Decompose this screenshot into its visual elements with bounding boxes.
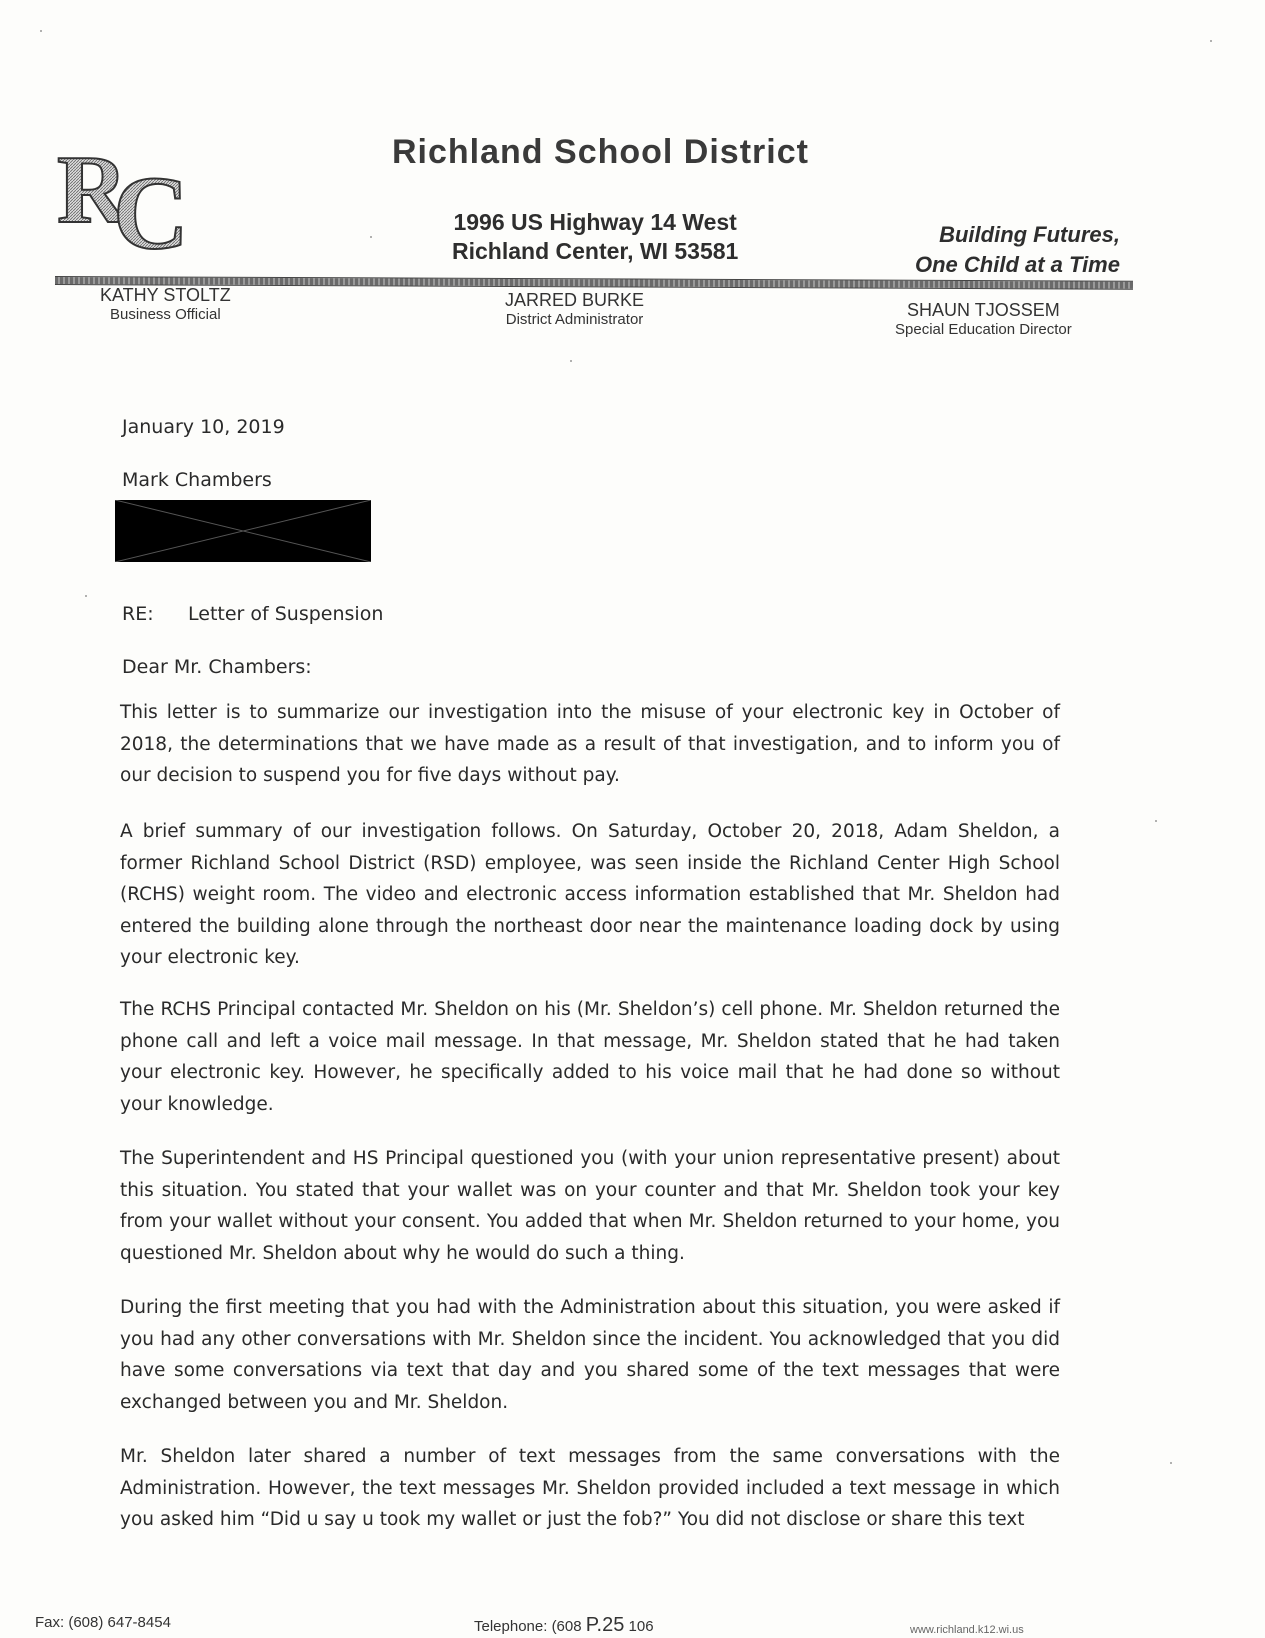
body-paragraph-5: During the first meeting that you had with the Administration about this situation, you were asked if you had any other conversations with Mr. Sheldon since the incident. You acknowledged that you did have some conversations via text that day and you shared some of the text messages that were exchanged between you and Mr. Sheldon.	[120, 1297, 1060, 1413]
district-name: Richland School District	[392, 133, 809, 171]
salutation: Dear Mr. Chambers:	[122, 656, 312, 678]
scan-speck	[1155, 820, 1157, 822]
body-paragraph-4: The Superintendent and HS Principal questioned you (with your union representative present) about this situation. You stated that your wallet was on your counter and that Mr. Sheldon took your key from your wallet without your consent. You added that when Mr. Sheldon returned to your home, you questioned Mr. Sheldon about why he would do such a thing.	[120, 1148, 1060, 1264]
staff-business-official	[100, 285, 231, 323]
svg-text:C: C	[113, 154, 189, 255]
footer-telephone-text: Telephone: (608	[474, 1618, 582, 1635]
scan-speck	[1210, 40, 1212, 42]
motto-line-2: One Child at a Time	[915, 252, 1120, 277]
redaction-cross-icon	[115, 500, 371, 562]
scan-speck	[40, 30, 42, 32]
staff-district-administrator	[505, 290, 644, 328]
district-logo	[55, 130, 200, 255]
body-paragraph-6: Mr. Sheldon later shared a number of text messages from the same conversations with the Administration. However, the text messages Mr. Sheldon provided included a text message in which you asked him “Did u say u took my wallet or just the fob?” You did not disclose or share this text	[120, 1446, 1060, 1530]
staff-title: District Administrator	[505, 311, 644, 328]
scan-speck	[570, 360, 572, 362]
staff-title: Special Education Director	[895, 321, 1072, 338]
footer-page-suffix: 106	[628, 1618, 654, 1635]
staff-name: KATHY STOLTZ	[100, 285, 231, 305]
letter-date: January 10, 2019	[122, 416, 285, 438]
district-motto	[915, 220, 1120, 280]
body-paragraph-3: The RCHS Principal contacted Mr. Sheldon on his (Mr. Sheldon’s) cell phone. Mr. Sheldon returned the phone call and left a voice mail message. In that message, Mr. Sheldon stated that he had taken your electronic key. However, he specifically added to his voice mail that he had done so without your knowledge.	[120, 999, 1060, 1115]
district-address	[452, 208, 738, 266]
footer-fax: Fax: (608) 647-8454	[35, 1614, 171, 1631]
staff-special-education-director	[895, 300, 1072, 338]
redacted-address-block	[115, 500, 371, 562]
scan-speck	[1170, 1462, 1172, 1464]
footer-website: www.richland.k12.wi.us	[910, 1624, 1024, 1636]
recipient-name: Mark Chambers	[122, 469, 272, 491]
staff-name: JARRED BURKE	[505, 290, 645, 310]
svg-text:R: R	[57, 136, 128, 244]
re-subject: Letter of Suspension	[188, 603, 384, 625]
re-label: RE:	[122, 603, 154, 625]
footer-page-number: P.25	[585, 1614, 625, 1636]
motto-line-1: Building Futures,	[939, 222, 1120, 247]
scan-speck	[370, 236, 372, 238]
address-line-1: 1996 US Highway 14 West	[453, 209, 737, 235]
body-paragraph-1: This letter is to summarize our investigation into the misuse of your electronic key in October of 2018, the determinations that we have made as a result of that investigation, and to inform you of our decision to suspend you for five days without pay.	[120, 702, 1060, 786]
footer-telephone	[474, 1614, 654, 1637]
staff-name: SHAUN TJOSSEM	[907, 300, 1060, 320]
scan-speck	[85, 595, 87, 597]
body-paragraph-2: A brief summary of our investigation follows. On Saturday, October 20, 2018, Adam Sheldon, a former Richland School District (RSD) employee, was seen inside the Richland Center High School (RCHS) weight room. The video and electronic access information established that Mr. Sheldon had entered the building alone through the northeast door near the maintenance loading dock by using your electronic key.	[120, 821, 1060, 968]
address-line-2: Richland Center, WI 53581	[452, 238, 739, 264]
staff-title: Business Official	[110, 306, 221, 323]
